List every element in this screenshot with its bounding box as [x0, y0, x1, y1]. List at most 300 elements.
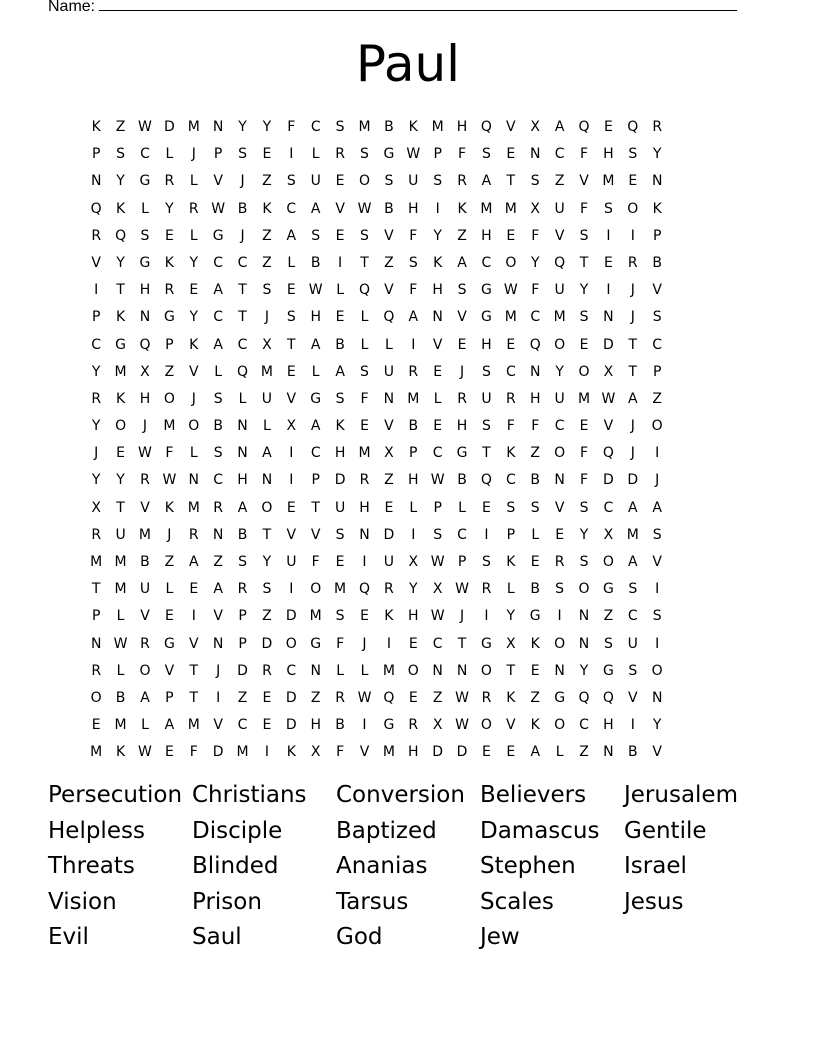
word-list-row	[48, 814, 768, 850]
grid-letter: S	[286, 309, 296, 326]
grid-letter: X	[432, 717, 443, 734]
grid-letter: B	[457, 472, 467, 489]
grid-letter: M	[382, 662, 395, 679]
grid-letter: W	[455, 717, 469, 734]
grid-letter: G	[554, 689, 566, 706]
grid-letter: O	[261, 499, 273, 516]
grid-letter: A	[188, 554, 199, 570]
grid-letter: X	[603, 363, 614, 380]
grid-letter: Z	[262, 227, 272, 244]
grid-letter: C	[237, 254, 248, 271]
grid-letter: A	[140, 689, 150, 706]
grid-row	[84, 467, 669, 494]
grid-letter: D	[456, 744, 468, 761]
grid-letter: S	[579, 554, 589, 570]
grid-letter: X	[432, 581, 443, 598]
grid-row	[84, 141, 669, 168]
grid-letter: Z	[262, 173, 272, 190]
grid-letter: A	[213, 336, 223, 353]
grid-letter: L	[458, 499, 466, 516]
grid-letter: X	[91, 499, 101, 516]
grid-letter: Y	[652, 146, 662, 163]
page-title: Paul	[355, 35, 461, 93]
grid-letter: V	[359, 744, 370, 761]
grid-letter: J	[240, 173, 245, 190]
grid-letter: Z	[603, 608, 614, 625]
grid-letter: L	[360, 336, 369, 353]
grid-row	[84, 685, 669, 712]
grid-letter: J	[191, 390, 196, 407]
grid-letter: C	[310, 445, 321, 462]
grid-letter: Q	[554, 254, 566, 271]
grid-letter: E	[506, 336, 516, 353]
grid-letter: T	[482, 445, 491, 462]
grid-letter: W	[430, 608, 445, 625]
grid-letter: O	[90, 689, 102, 706]
grid-letter: S	[530, 499, 540, 516]
grid-letter: R	[91, 662, 102, 679]
grid-letter: C	[554, 146, 565, 163]
grid-letter: T	[579, 254, 589, 271]
grid-letter: S	[603, 635, 613, 652]
grid-letter: C	[432, 635, 443, 652]
grid-row	[84, 522, 669, 549]
grid-letter: N	[310, 662, 321, 679]
grid-letter: S	[652, 526, 662, 543]
grid-letter: P	[652, 227, 662, 244]
grid-letter: L	[360, 662, 369, 679]
grid-letter: P	[457, 554, 467, 570]
grid-letter: F	[336, 635, 345, 652]
grid-letter: H	[359, 499, 370, 516]
grid-letter: L	[263, 418, 271, 435]
grid-letter: I	[606, 282, 611, 299]
grid-letter: K	[262, 200, 272, 217]
grid-letter: D	[163, 119, 175, 135]
grid-letter: S	[579, 499, 589, 516]
grid-letter: S	[555, 581, 565, 598]
grid-letter: S	[457, 282, 467, 299]
grid-letter: Y	[579, 526, 589, 543]
grid-letter: G	[602, 581, 614, 598]
grid-letter: P	[433, 146, 442, 163]
grid-letter: C	[237, 336, 248, 353]
grid-letter: T	[506, 173, 516, 190]
grid-letter: E	[457, 336, 467, 353]
word-list-item: Helpless	[48, 817, 145, 844]
grid-letter: X	[310, 744, 321, 761]
grid-letter: R	[457, 390, 467, 407]
grid-letter: B	[237, 526, 248, 543]
grid-letter: W	[503, 282, 518, 299]
grid-letter: F	[579, 200, 589, 217]
word-list-item: God	[336, 924, 383, 950]
grid-letter: R	[188, 526, 199, 543]
grid-letter: V	[91, 254, 101, 271]
grid-letter: R	[237, 581, 248, 598]
grid-letter: Q	[602, 689, 614, 706]
grid-letter: H	[139, 390, 151, 407]
grid-letter: V	[164, 662, 175, 679]
grid-letter: V	[652, 744, 662, 761]
grid-letter: P	[238, 608, 247, 625]
grid-letter: E	[628, 173, 638, 190]
grid-letter: H	[408, 472, 419, 489]
grid-letter: A	[310, 200, 321, 217]
grid-letter: S	[262, 282, 272, 299]
grid-letter: E	[603, 254, 613, 271]
word-list-item: Gentile	[624, 817, 707, 844]
grid-letter: M	[90, 744, 103, 761]
grid-letter: D	[261, 635, 273, 652]
grid-letter: B	[408, 418, 419, 435]
grid-letter: P	[433, 499, 442, 516]
grid-letter: T	[628, 336, 638, 353]
grid-letter: E	[262, 146, 272, 163]
grid-letter: K	[91, 119, 101, 135]
grid-letter: S	[213, 390, 223, 407]
grid-letter: U	[286, 554, 297, 570]
grid-letter: K	[115, 309, 126, 326]
grid-letter: K	[384, 608, 394, 625]
grid-letter: E	[579, 336, 589, 353]
grid-letter: B	[627, 744, 638, 761]
grid-letter: M	[163, 418, 176, 435]
name-label: Name:	[48, 0, 96, 15]
grid-letter: W	[357, 200, 372, 217]
grid-letter: M	[90, 554, 103, 570]
grid-letter: S	[262, 581, 272, 598]
grid-letter: Z	[530, 445, 541, 462]
grid-letter: H	[481, 336, 492, 353]
grid-letter: T	[189, 662, 199, 679]
grid-letter: E	[579, 418, 589, 435]
grid-letter: O	[188, 418, 200, 435]
grid-letter: J	[362, 635, 367, 652]
grid-letter: P	[311, 472, 320, 489]
grid-letter: V	[652, 282, 662, 299]
grid-letter: I	[630, 717, 635, 734]
grid-letter: U	[554, 282, 565, 299]
grid-letter: P	[213, 146, 223, 163]
grid-letter: F	[409, 227, 418, 244]
grid-letter: U	[115, 526, 126, 543]
grid-letter: W	[138, 445, 152, 462]
grid-letter: V	[506, 119, 516, 135]
grid-letter: E	[335, 309, 345, 326]
grid-letter: H	[237, 472, 248, 489]
grid-letter: R	[164, 173, 175, 190]
grid-letter: C	[652, 336, 663, 353]
grid-letter: D	[603, 472, 614, 489]
grid-letter: J	[630, 445, 635, 462]
grid-letter: I	[435, 200, 440, 217]
grid-letter: U	[408, 173, 419, 190]
grid-letter: M	[553, 309, 566, 326]
grid-letter: V	[579, 173, 589, 190]
grid-letter: H	[310, 309, 321, 326]
grid-letter: E	[116, 445, 126, 462]
grid-letter: I	[94, 282, 99, 299]
grid-letter: F	[360, 390, 369, 407]
grid-letter: I	[484, 526, 489, 543]
grid-letter: O	[163, 390, 175, 407]
word-list-item: Conversion	[336, 782, 465, 808]
grid-letter: M	[431, 119, 444, 135]
grid-letter: M	[260, 363, 273, 380]
grid-letter: J	[630, 418, 635, 435]
grid-letter: F	[336, 744, 345, 761]
grid-letter: H	[139, 282, 151, 299]
grid-letter: L	[238, 390, 247, 407]
grid-letter: H	[603, 717, 614, 734]
grid-letter: I	[411, 336, 416, 353]
grid-letter: L	[189, 445, 198, 462]
grid-letter: I	[289, 445, 294, 462]
grid-letter: I	[655, 635, 660, 652]
grid-letter: Y	[579, 662, 589, 679]
grid-letter: T	[506, 662, 516, 679]
grid-letter: T	[311, 499, 320, 516]
grid-letter: L	[336, 282, 344, 299]
grid-letter: W	[455, 689, 469, 706]
grid-letter: A	[310, 336, 321, 353]
grid-letter: D	[285, 717, 297, 734]
grid-letter: K	[506, 445, 516, 462]
grid-letter: S	[603, 200, 613, 217]
grid-letter: M	[187, 119, 200, 135]
grid-letter: W	[138, 119, 152, 135]
grid-letter: L	[360, 309, 369, 326]
grid-letter: F	[165, 445, 174, 462]
grid-letter: N	[383, 390, 395, 407]
grid-row	[84, 250, 669, 277]
grid-letter: M	[114, 717, 127, 734]
grid-letter: A	[628, 554, 638, 570]
grid-letter: M	[187, 717, 200, 734]
grid-letter: R	[481, 689, 492, 706]
grid-letter: M	[236, 744, 249, 761]
grid-letter: T	[287, 336, 296, 353]
grid-letter: G	[481, 309, 492, 326]
grid-letter: Y	[652, 717, 662, 734]
grid-letter: H	[481, 227, 492, 244]
grid-letter: S	[360, 146, 369, 163]
grid-letter: N	[359, 526, 370, 543]
grid-letter: C	[481, 254, 492, 271]
grid-letter: N	[651, 689, 663, 706]
word-list-item: Blinded	[192, 853, 279, 879]
grid-letter: M	[577, 390, 591, 407]
grid-letter: H	[432, 282, 443, 299]
grid-letter: N	[529, 146, 541, 163]
grid-letter: R	[262, 662, 272, 679]
grid-letter: L	[433, 390, 442, 407]
grid-letter: E	[506, 744, 516, 761]
grid-letter: I	[289, 472, 294, 489]
grid-letter: R	[505, 390, 516, 407]
grid-letter: A	[262, 445, 272, 462]
grid-letter: B	[115, 689, 126, 706]
grid-letter: K	[164, 499, 174, 516]
grid-letter: E	[433, 418, 443, 435]
grid-letter: U	[627, 635, 638, 652]
grid-letter: Y	[530, 254, 540, 271]
grid-letter: Q	[358, 581, 370, 598]
grid-letter: V	[384, 418, 394, 435]
grid-letter: N	[237, 445, 248, 462]
grid-letter: Z	[310, 689, 321, 706]
grid-letter: P	[165, 336, 174, 353]
grid-row	[84, 168, 669, 195]
grid-letter: A	[286, 227, 297, 244]
grid-letter: D	[285, 689, 297, 706]
word-list-item: Prison	[192, 888, 262, 915]
grid-letter: L	[311, 363, 320, 380]
grid-letter: Y	[408, 581, 418, 598]
grid-row	[84, 712, 669, 739]
grid-letter: Y	[91, 363, 101, 380]
grid-letter: H	[408, 744, 419, 761]
grid-letter: Q	[480, 472, 492, 489]
grid-letter: Z	[262, 608, 272, 625]
grid-letter: E	[164, 744, 174, 761]
grid-letter: V	[213, 717, 223, 734]
grid-letter: U	[554, 200, 565, 217]
grid-letter: Y	[116, 472, 125, 489]
grid-letter: Y	[262, 119, 272, 135]
grid-letter: M	[358, 445, 371, 462]
grid-letter: O	[554, 445, 566, 462]
grid-row	[84, 576, 669, 603]
grid-letter: M	[187, 499, 200, 516]
grid-letter: Z	[652, 390, 662, 407]
grid-row	[84, 223, 669, 250]
grid-letter: H	[334, 445, 346, 462]
grid-letter: O	[651, 662, 663, 679]
grid-letter: V	[506, 717, 516, 734]
grid-letter: Q	[529, 336, 541, 353]
grid-letter: G	[139, 173, 151, 190]
grid-letter: R	[627, 254, 638, 271]
grid-letter: D	[212, 744, 224, 761]
grid-letter: C	[140, 146, 150, 163]
grid-letter: M	[480, 200, 493, 217]
grid-letter: X	[530, 119, 541, 135]
grid-letter: H	[408, 608, 419, 625]
grid-letter: O	[480, 662, 492, 679]
grid-letter: W	[138, 744, 152, 761]
grid-letter: S	[433, 526, 443, 543]
grid-letter: L	[384, 336, 393, 353]
grid-letter: D	[285, 608, 297, 625]
grid-letter: T	[91, 581, 101, 598]
grid-letter: W	[406, 146, 421, 163]
grid-letter: D	[627, 472, 639, 489]
grid-letter: C	[627, 608, 638, 625]
word-list-item: Believers	[480, 782, 587, 808]
grid-letter: X	[603, 526, 614, 543]
grid-letter: A	[628, 499, 638, 516]
grid-letter: G	[456, 445, 468, 462]
grid-letter: A	[481, 173, 492, 190]
grid-letter: R	[335, 689, 345, 706]
grid-letter: F	[506, 418, 515, 435]
grid-letter: F	[531, 282, 540, 299]
grid-row	[84, 440, 669, 467]
grid-letter: S	[433, 173, 443, 190]
grid-letter: V	[384, 227, 394, 244]
grid-letter: A	[310, 418, 321, 435]
grid-letter: V	[140, 499, 150, 516]
grid-letter: N	[212, 119, 224, 135]
grid-letter: Y	[579, 282, 589, 299]
grid-letter: H	[310, 717, 321, 734]
grid-letter: U	[554, 390, 565, 407]
grid-letter: S	[482, 418, 491, 435]
grid-letter: O	[407, 662, 419, 679]
grid-letter: C	[457, 526, 467, 543]
grid-letter: F	[579, 445, 589, 462]
grid-letter: M	[138, 526, 152, 543]
grid-letter: I	[557, 608, 562, 625]
grid-letter: F	[189, 744, 198, 761]
grid-letter: G	[163, 309, 175, 326]
grid-letter: I	[362, 554, 367, 570]
grid-letter: S	[482, 363, 491, 380]
grid-letter: Z	[237, 689, 248, 706]
grid-row	[84, 739, 669, 766]
grid-letter: N	[90, 173, 102, 190]
word-list	[48, 778, 768, 956]
grid-letter: L	[531, 526, 540, 543]
grid-letter: S	[335, 526, 345, 543]
grid-letter: M	[602, 173, 615, 190]
grid-letter: N	[237, 418, 248, 435]
grid-letter: K	[189, 336, 199, 353]
grid-letter: V	[213, 608, 223, 625]
grid-letter: I	[606, 227, 611, 244]
grid-letter: C	[505, 363, 516, 380]
grid-letter: S	[238, 554, 247, 570]
grid-letter: K	[115, 744, 126, 761]
grid-letter: P	[91, 146, 101, 163]
grid-letter: W	[308, 282, 323, 299]
grid-letter: J	[630, 309, 635, 326]
grid-letter: I	[655, 581, 660, 598]
grid-letter: Z	[262, 254, 272, 271]
grid-letter: O	[554, 635, 566, 652]
grid-letter: V	[310, 526, 321, 543]
grid-row	[84, 277, 669, 304]
grid-letter: P	[91, 309, 101, 326]
grid-letter: E	[408, 635, 418, 652]
grid-letter: R	[164, 282, 175, 299]
grid-letter: C	[530, 309, 541, 326]
word-list-item: Christians	[192, 782, 307, 808]
grid-letter: C	[286, 200, 297, 217]
grid-letter: S	[579, 227, 589, 244]
grid-letter: O	[285, 635, 297, 652]
grid-letter: R	[91, 390, 102, 407]
word-list-row	[48, 885, 768, 921]
grid-letter: P	[91, 608, 101, 625]
grid-letter: S	[579, 309, 589, 326]
grid-letter: W	[430, 472, 445, 489]
grid-letter: Y	[116, 173, 125, 190]
grid-letter: J	[630, 282, 635, 299]
grid-letter: Q	[90, 200, 102, 217]
